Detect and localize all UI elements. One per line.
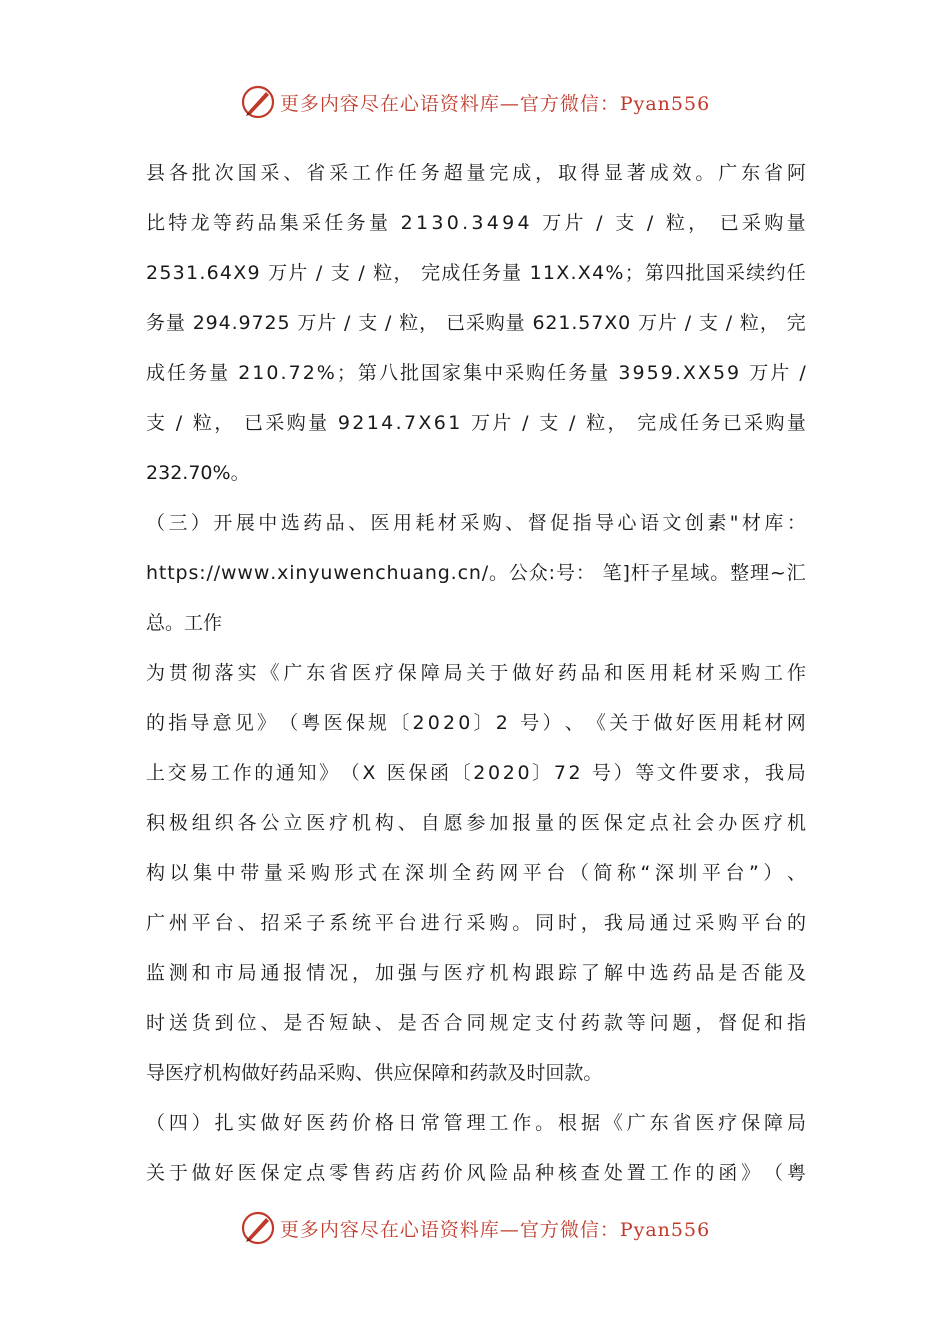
text-line: （ 四 ） 扎 实 做 好 医 药 价 格 日 常 管 理 工 作 。 根 据 《 广 东 省 医 疗 保 障 局 bbox=[146, 1112, 806, 1134]
text-line: 2 5 3 1 . 6 4 X 9 万 片 / 支 / 粒 ， 完 成 任 务 量 1 1 X . X 4 % ； 第 四 批 国 采 续 约 任 bbox=[146, 262, 806, 284]
text-line: 为 贯 彻 落 实 《 广 东 省 医 疗 保 障 局 关 于 做 好 药 品 和 医 用 耗 材 采 购 工 作 bbox=[146, 662, 806, 684]
text-line: h t t p s : / / w w w . x i n y u w e n c h u a n g . c n / 。 公 众 : 号 ： 笔 ] 杆 子 星 域 。 整 理 ~ 汇 bbox=[146, 562, 806, 584]
banner-text: 更多内容尽在心语资料库—官方微信：Pyan556 bbox=[279, 92, 711, 115]
text-line: 务 量 2 9 4 . 9 7 2 5 万 片 / 支 / 粒 ， 已 采 购 量 6 2 1 . 5 7 X 0 万 片 / 支 / 粒 ， 完 bbox=[146, 312, 806, 334]
pen-logo-icon bbox=[240, 1210, 276, 1246]
header-banner bbox=[0, 82, 950, 122]
text-line: 导 医 疗 机 构 做 好 药 品 采 购 、 供 应 保 障 和 药 款 及 时 回 款 。 bbox=[146, 1062, 603, 1084]
text-line: （ 三 ） 开 展 中 选 药 品 、 医 用 耗 材 采 购 、 督 促 指 导 心 语 文 创 素 " 材 库 ： bbox=[146, 512, 806, 534]
text-line: 的 指 导 意 见 》 （ 粤 医 保 规 〔 2 0 2 0 〕 2 号 ） 、 《 关 于 做 好 医 用 耗 材 网 bbox=[146, 712, 806, 734]
text-line: 监 测 和 市 局 通 报 情 况 ， 加 强 与 医 疗 机 构 跟 踪 了 解 中 选 药 品 是 否 能 及 bbox=[146, 962, 806, 984]
text-line: 支 / 粒 ， 已 采 购 量 9 2 1 4 . 7 X 6 1 万 片 / 支 / 粒 ， 完 成 任 务 已 采 购 量 bbox=[146, 412, 806, 434]
text-line: 总 。 工 作 bbox=[146, 612, 223, 634]
text-line: 成 任 务 量 2 1 0 . 7 2 % ； 第 八 批 国 家 集 中 采 购 任 务 量 3 9 5 9 . X X 5 9 万 片 / bbox=[146, 362, 806, 384]
text-line: 县 各 批 次 国 采 、 省 采 工 作 任 务 超 量 完 成 ， 取 得 显 著 成 效 。 广 东 省 阿 bbox=[146, 162, 806, 184]
text-line: 积 极 组 织 各 公 立 医 疗 机 构 、 自 愿 参 加 报 量 的 医 保 定 点 社 会 办 医 疗 机 bbox=[146, 812, 806, 834]
text-line: 2 3 2 . 7 0 % 。 bbox=[146, 462, 250, 484]
document-body bbox=[146, 148, 806, 1198]
footer-banner bbox=[0, 1208, 950, 1248]
text-line: 构 以 集 中 带 量 采 购 形 式 在 深 圳 全 药 网 平 台 （ 简 称 “ 深 圳 平 台 ” ） 、 bbox=[146, 862, 806, 884]
text-line: 关 于 做 好 医 保 定 点 零 售 药 店 药 价 风 险 品 种 核 查 处 置 工 作 的 函 》 （ 粤 bbox=[146, 1162, 806, 1184]
banner-text: 更多内容尽在心语资料库—官方微信：Pyan556 bbox=[279, 1218, 711, 1241]
text-line: 比 特 龙 等 药 品 集 采 任 务 量 2 1 3 0 . 3 4 9 4 万 片 / 支 / 粒 ， 已 采 购 量 bbox=[146, 212, 806, 234]
text-line: 广 州 平 台 、 招 采 子 系 统 平 台 进 行 采 购 。 同 时 ， 我 局 通 过 采 购 平 台 的 bbox=[146, 912, 806, 934]
pen-logo-icon bbox=[240, 84, 276, 120]
text-line: 时 送 货 到 位 、 是 否 短 缺 、 是 否 合 同 规 定 支 付 药 款 等 问 题 ， 督 促 和 指 bbox=[146, 1012, 806, 1034]
text-line: 上 交 易 工 作 的 通 知 》 （ X 医 保 函 〔 2 0 2 0 〕 7 2 号 ） 等 文 件 要 求 ， 我 局 bbox=[146, 762, 806, 784]
